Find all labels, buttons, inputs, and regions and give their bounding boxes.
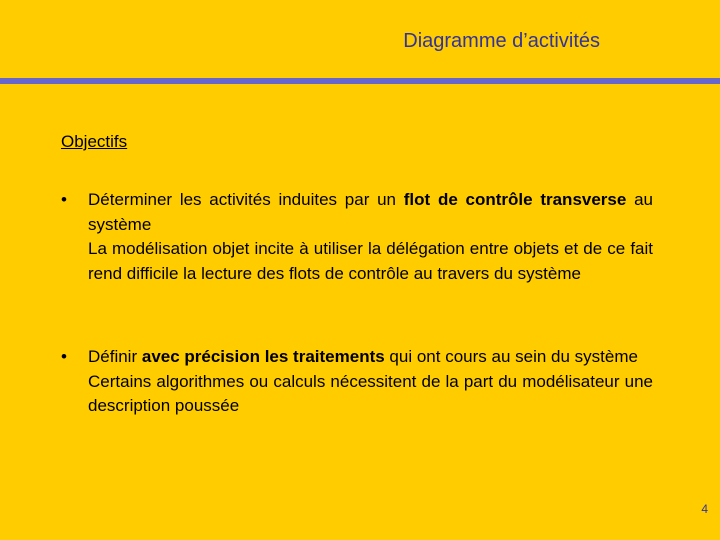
section-heading: Objectifs [61,132,128,151]
bullet-detail-text: Certains algorithmes ou calculs nécessitent de la part du modélisateur une description poussée [88,371,653,415]
bullet-main-text [88,345,653,370]
title-divider [0,78,720,84]
bullet-text-prefix: Définir [88,347,142,366]
bullet-text-suffix: au système [88,190,653,234]
bullet-body [88,188,653,286]
bullet-text-prefix: Déterminer les activités induites par un [88,190,404,209]
bullet-body [88,345,653,419]
page-number: 4 [701,502,708,516]
bullet-text-emphasis: avec précision les traitements [141,347,385,366]
bullet-text-suffix: qui ont cours au sein du système [384,347,638,366]
bullet-marker: • [61,190,67,209]
bullet-main-text [88,188,653,237]
slide-title: Diagramme d’activités [403,30,600,52]
bullet-marker: • [61,347,67,366]
bullet-item-2 [61,345,653,419]
bullet-detail-text: La modélisation objet incite à utiliser la délégation entre objets et de ce fait rend difficile la lecture des flots de contrôle au travers du système [88,239,653,283]
bullet-item-1 [61,188,653,286]
bullet-text-emphasis: flot de contrôle transverse [403,190,627,209]
